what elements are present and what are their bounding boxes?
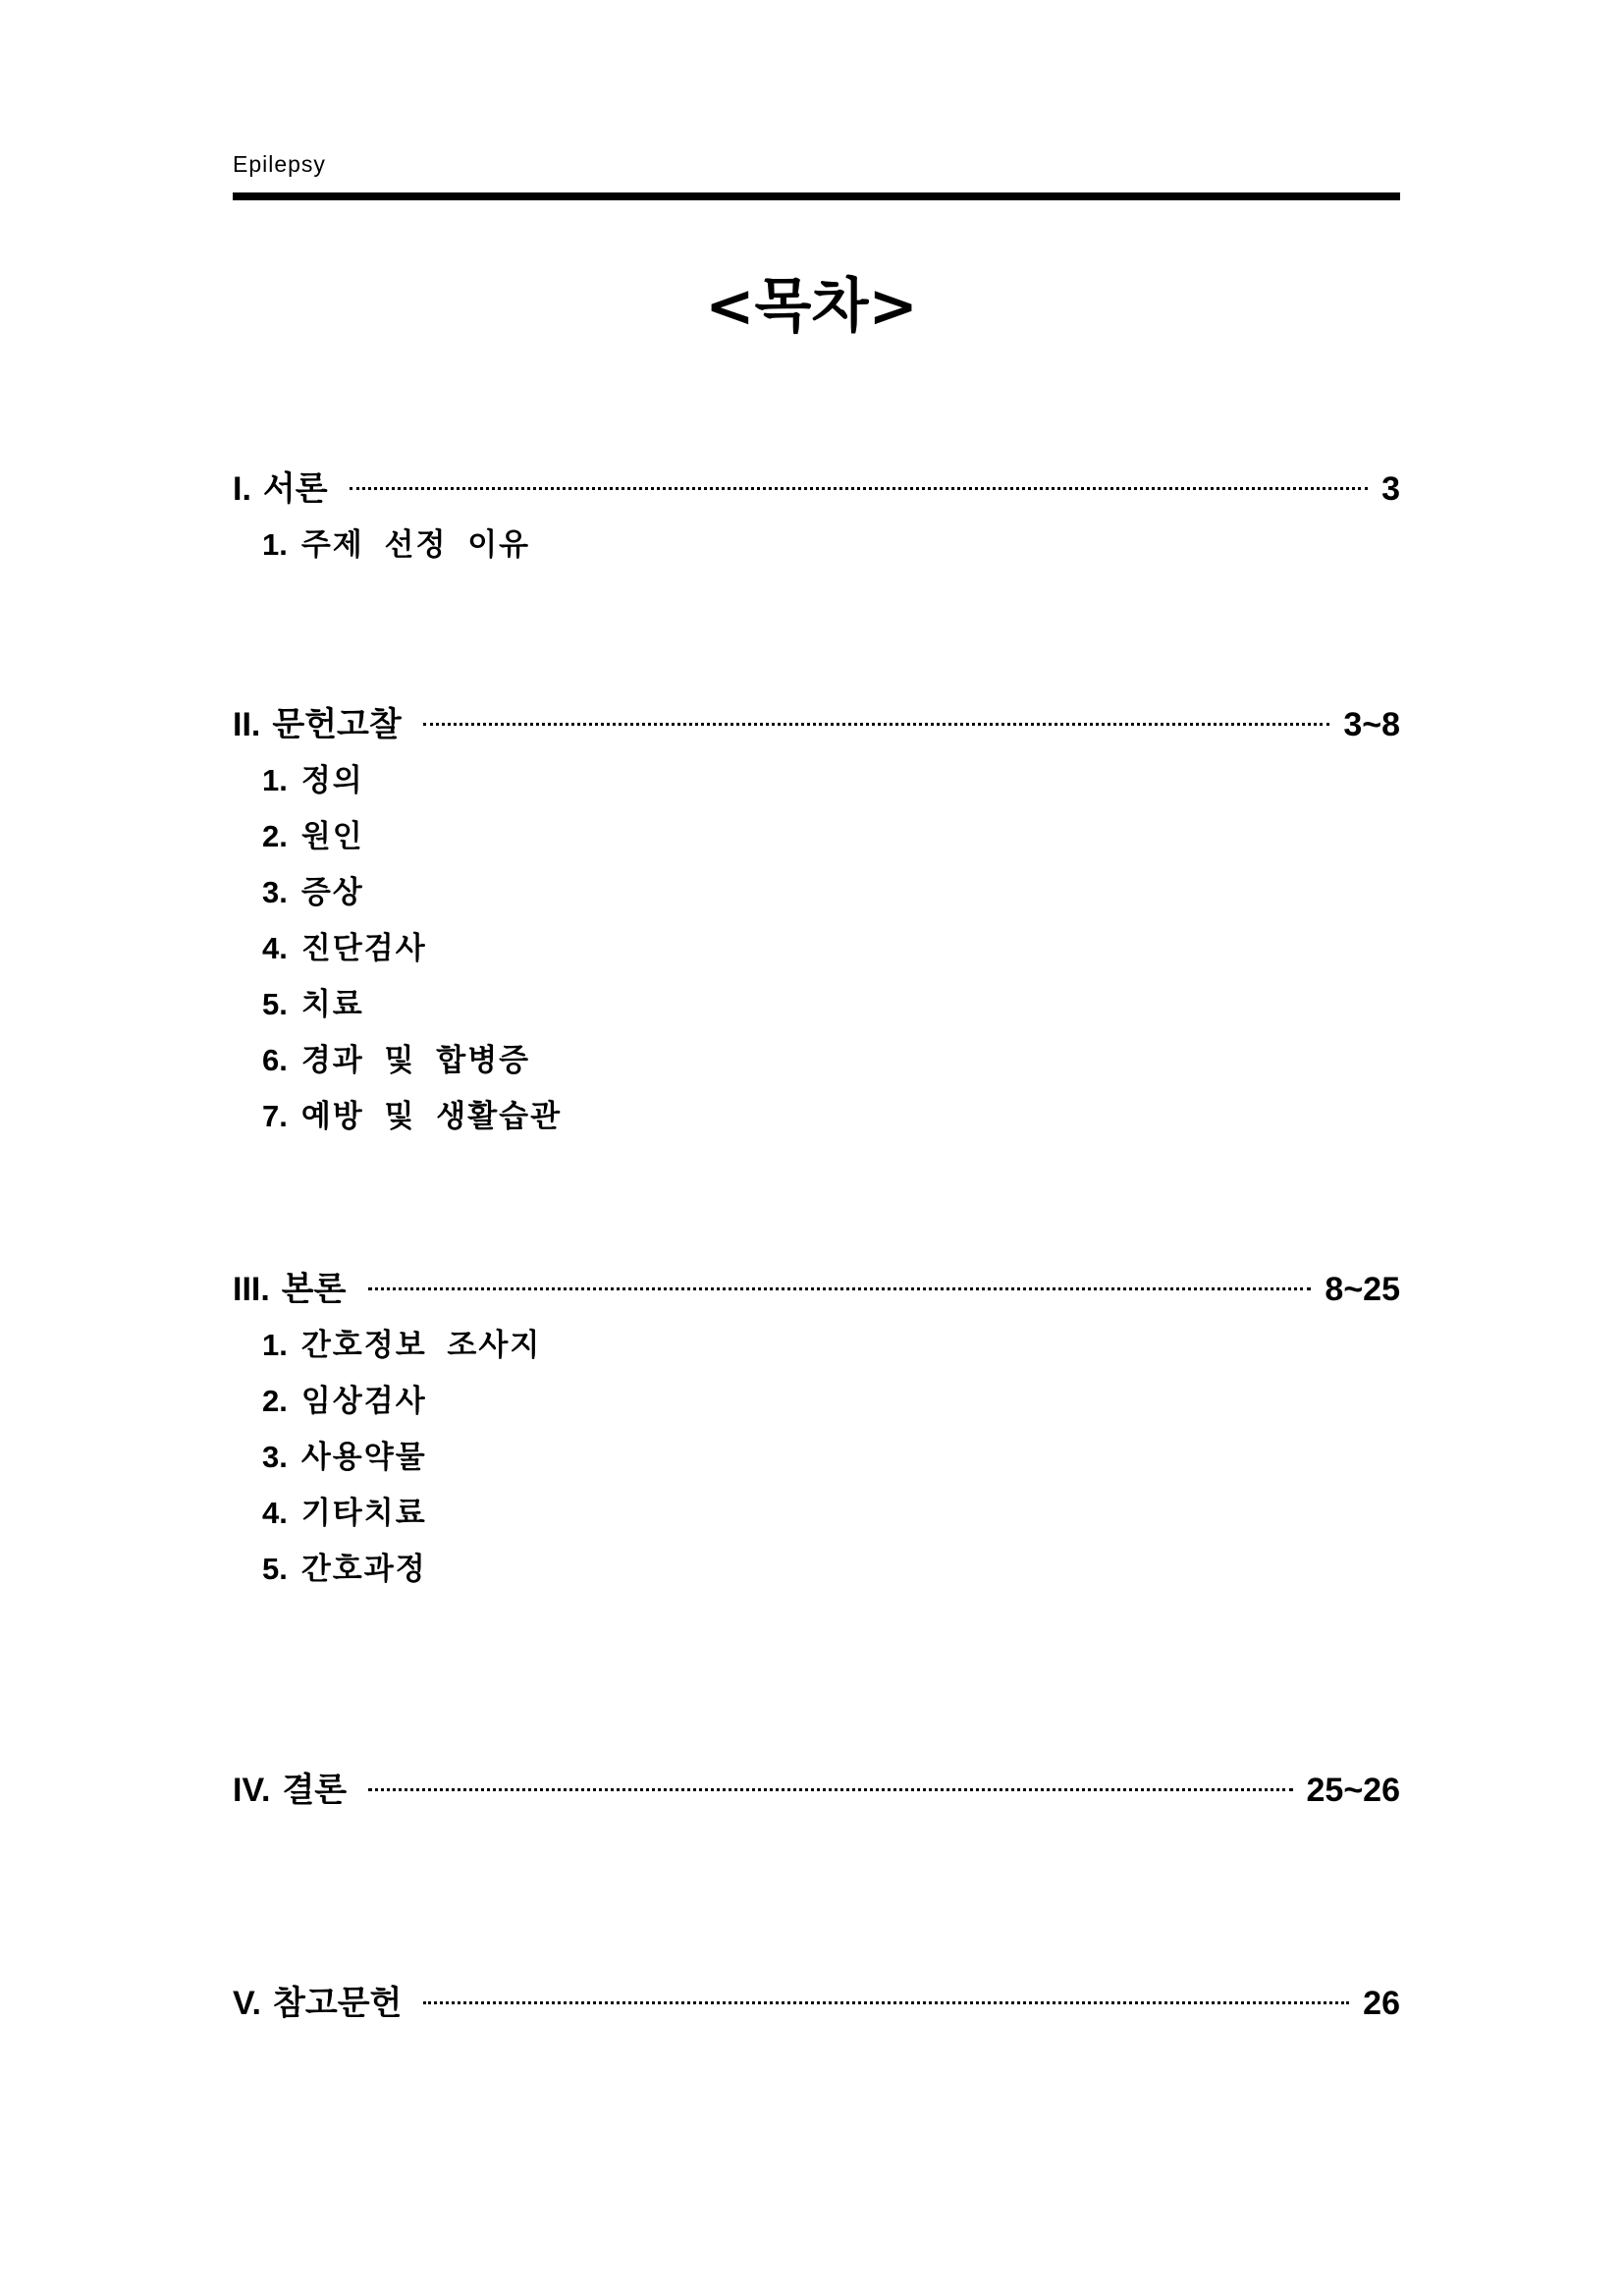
toc-entry[interactable] xyxy=(233,1976,1400,2031)
toc-page-number: 25~26 xyxy=(1306,1772,1400,1809)
subitem-label: 간호정보 조사지 xyxy=(300,1328,542,1363)
subitem-label: 치료 xyxy=(300,987,364,1022)
toc-label: 참고문헌 xyxy=(273,1984,403,2023)
subitem-label: 간호과정 xyxy=(300,1552,427,1587)
toc-subitem[interactable] xyxy=(262,517,1400,573)
subitem-label: 기타치료 xyxy=(300,1496,427,1531)
toc-sublist xyxy=(233,1317,1400,1597)
toc-sublist xyxy=(233,517,1400,573)
dot-leader xyxy=(368,1287,1312,1290)
toc-sublist xyxy=(233,752,1400,1144)
subitem-number: 3. xyxy=(262,875,288,909)
toc-page-number: 26 xyxy=(1363,1985,1400,2022)
toc-subitem[interactable] xyxy=(262,808,1400,864)
subitem-label: 임상검사 xyxy=(300,1384,427,1419)
toc-section-1 xyxy=(233,462,1400,573)
toc-subitem[interactable] xyxy=(262,1541,1400,1597)
toc-numeral: I. xyxy=(233,470,251,508)
toc-subitem[interactable] xyxy=(262,1485,1400,1541)
subitem-number: 5. xyxy=(262,1552,288,1586)
subitem-number: 6. xyxy=(262,1043,288,1077)
toc-subitem[interactable] xyxy=(262,1317,1400,1373)
toc-subitem[interactable] xyxy=(262,976,1400,1032)
subitem-label: 경과 및 합병증 xyxy=(300,1043,531,1078)
subitem-number: 4. xyxy=(262,1496,288,1530)
toc-page-number: 3 xyxy=(1381,470,1400,508)
toc-label: 문헌고찰 xyxy=(272,705,402,744)
toc-section-4 xyxy=(233,1763,1400,1818)
subitem-label: 사용약물 xyxy=(300,1440,427,1475)
dot-leader xyxy=(423,723,1330,726)
toc-label: 서론 xyxy=(262,469,328,509)
toc-label: 본론 xyxy=(281,1270,347,1309)
running-header: Epilepsy xyxy=(233,151,326,177)
toc-subitem[interactable] xyxy=(262,1373,1400,1429)
subitem-label: 정의 xyxy=(300,763,364,798)
toc-subitem[interactable] xyxy=(262,1429,1400,1485)
subitem-number: 1. xyxy=(262,763,288,797)
toc-entry[interactable] xyxy=(233,462,1400,517)
subitem-label: 진단검사 xyxy=(300,931,427,966)
dot-leader xyxy=(368,1788,1292,1791)
subitem-number: 7. xyxy=(262,1099,288,1133)
page-title: <목차> xyxy=(705,272,918,341)
toc-entry[interactable] xyxy=(233,1763,1400,1818)
toc-numeral: III. xyxy=(233,1271,270,1308)
toc-section-3 xyxy=(233,1262,1400,1597)
toc-subitem[interactable] xyxy=(262,920,1400,976)
toc-subitem[interactable] xyxy=(262,752,1400,808)
subitem-number: 1. xyxy=(262,527,288,562)
subitem-label: 주제 선정 이유 xyxy=(300,527,531,563)
toc-section-2 xyxy=(233,697,1400,1144)
subitem-number: 3. xyxy=(262,1440,288,1474)
toc-label: 결론 xyxy=(282,1771,348,1810)
subitem-number: 1. xyxy=(262,1328,288,1362)
subitem-number: 5. xyxy=(262,987,288,1021)
header-rule xyxy=(233,192,1400,200)
toc-page-number: 8~25 xyxy=(1325,1271,1400,1308)
toc-numeral: V. xyxy=(233,1985,262,2022)
subitem-number: 4. xyxy=(262,931,288,965)
toc-entry[interactable] xyxy=(233,1262,1400,1317)
toc-subitem[interactable] xyxy=(262,1032,1400,1088)
toc-numeral: IV. xyxy=(233,1772,271,1809)
toc-entry[interactable] xyxy=(233,697,1400,752)
subitem-label: 증상 xyxy=(300,875,364,910)
toc-page-number: 3~8 xyxy=(1343,706,1400,743)
dot-leader xyxy=(350,487,1368,490)
subitem-label: 예방 및 생활습관 xyxy=(300,1099,563,1134)
subitem-number: 2. xyxy=(262,1384,288,1418)
toc-subitem[interactable] xyxy=(262,864,1400,920)
subitem-label: 원인 xyxy=(300,819,364,854)
toc-numeral: II. xyxy=(233,706,261,743)
toc-subitem[interactable] xyxy=(262,1088,1400,1144)
dot-leader xyxy=(423,2001,1349,2004)
toc-section-5 xyxy=(233,1976,1400,2031)
subitem-number: 2. xyxy=(262,819,288,853)
